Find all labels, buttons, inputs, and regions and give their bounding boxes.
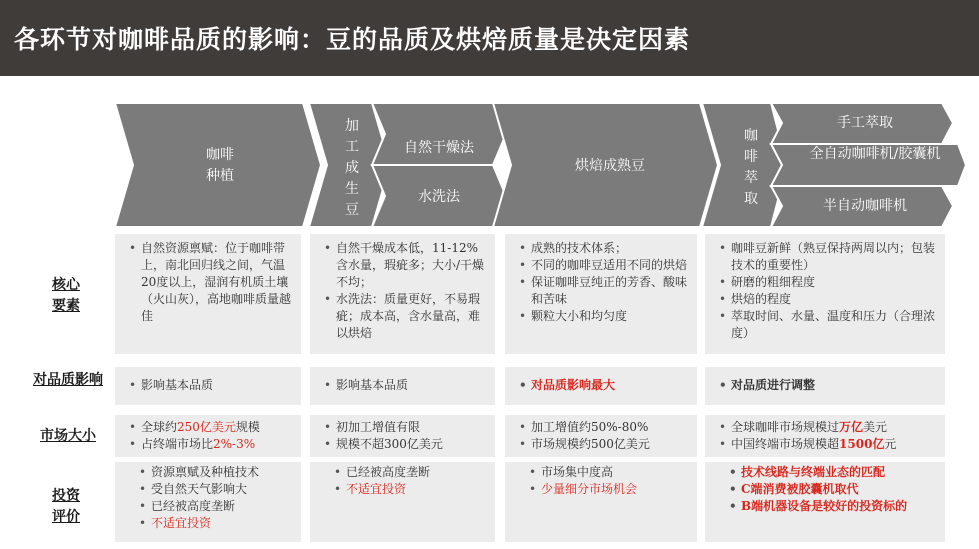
list-item: • 萃取时间、水量、温度和压力（合理浓度）	[719, 308, 937, 342]
row-label-market: 市场大小	[40, 428, 96, 444]
list-item: • 已经被高度垄断	[334, 464, 487, 481]
list-item: • 不适宜投资	[139, 515, 291, 532]
market-planting-cell	[115, 415, 301, 457]
page-title: 各环节对咖啡品质的影响：豆的品质及烘焙质量是决定因素	[14, 25, 691, 54]
market-roasting-cell	[505, 415, 697, 457]
list-item: • 受自然天气影响大	[139, 481, 291, 498]
stage-roasting-label: 烘焙成熟豆	[575, 158, 645, 174]
stage-planting-label	[185, 145, 255, 187]
quality-extraction-cell	[705, 367, 945, 405]
list-item: • 少量细分市场机会	[529, 481, 689, 498]
list-item: • 不同的咖啡豆适用不同的烘焙	[519, 257, 689, 274]
market-processing-cell	[310, 415, 495, 457]
invest-roasting-cell	[505, 462, 697, 542]
list-item: • B端机器设备是较好的投资标的	[729, 498, 937, 515]
invest-planting-cell	[115, 462, 301, 542]
list-item: • 自然资源禀赋：位于咖啡带上，南北回归线之间，气温20度以上，湿润有机质土壤（火山灰），高地咖啡质量越佳	[129, 240, 291, 325]
list-item: • 成熟的技术体系；	[519, 240, 689, 257]
stage-semi-auto-label: 半自动咖啡机	[823, 198, 907, 214]
core-extraction-cell	[705, 234, 945, 354]
list-item: • 影响基本品质	[129, 377, 291, 394]
list-item: • 对品质进行调整	[719, 377, 937, 394]
list-item: • 市场规模约500亿美元	[519, 436, 689, 453]
stage-planting-line2: 种植	[206, 168, 234, 184]
core-processing-cell	[310, 234, 495, 354]
list-item: • 保证咖啡豆纯正的芳香、酸味和苦味	[519, 274, 689, 308]
row-label-quality: 对品质影响	[33, 372, 103, 388]
core-roasting-cell	[505, 234, 697, 354]
stage-extraction-label: 咖啡萃取	[744, 128, 758, 207]
list-item: • C端消费被胶囊机取代	[729, 481, 937, 498]
stage-automatic-label: 全自动咖啡机/胶囊机	[809, 146, 941, 162]
list-item: • 资源禀赋及种植技术	[139, 464, 291, 481]
quality-roasting-cell	[505, 367, 697, 405]
list-item: • 技术线路与终端业态的匹配	[729, 464, 937, 481]
list-item: • 全球约250亿美元规模	[129, 419, 291, 436]
list-item: • 中国终端市场规模超1500亿元	[719, 436, 937, 453]
stage-processing-label: 加工成生豆	[345, 118, 359, 218]
stage-planting-line1: 咖啡	[206, 147, 234, 163]
list-item: • 占终端市场比2%-3%	[129, 436, 291, 453]
list-item: • 水洗法：质量更好，不易瑕疵；成本高，含水量高，难以烘焙	[324, 291, 487, 342]
list-item: • 研磨的粗细程度	[719, 274, 937, 291]
list-item: • 全球咖啡市场规模过万亿美元	[719, 419, 937, 436]
invest-extraction-cell	[705, 462, 945, 542]
list-item: • 咖啡豆新鲜（熟豆保持两周以内；包装技术的重要性）	[719, 240, 937, 274]
stage-manual-label: 手工萃取	[837, 115, 893, 131]
invest-processing-cell	[310, 462, 495, 542]
list-item: • 初加工增值有限	[324, 419, 487, 436]
list-item: • 自然干燥成本低，11-12%含水量，瑕疵多；大小/干燥不均；	[324, 240, 487, 291]
stage-natural-dry-label: 自然干燥法	[404, 140, 474, 156]
list-item: • 市场集中度高	[529, 464, 689, 481]
quality-planting-cell	[115, 367, 301, 405]
list-item: • 规模不超300亿美元	[324, 436, 487, 453]
list-item: • 颗粒大小和均匀度	[519, 308, 689, 325]
row-label-core: 核心要素	[52, 277, 80, 314]
core-planting-cell	[115, 234, 301, 354]
list-item: • 烘焙的程度	[719, 291, 937, 308]
list-item: • 不适宜投资	[334, 481, 487, 498]
list-item: • 对品质影响最大	[519, 377, 689, 394]
list-item: • 影响基本品质	[324, 377, 487, 394]
list-item: • 已经被高度垄断	[139, 498, 291, 515]
quality-processing-cell	[310, 367, 495, 405]
market-extraction-cell	[705, 415, 945, 457]
stage-washed-label: 水洗法	[418, 189, 460, 205]
list-item: • 加工增值约50%-80%	[519, 419, 689, 436]
row-label-invest: 投资评价	[52, 488, 80, 525]
